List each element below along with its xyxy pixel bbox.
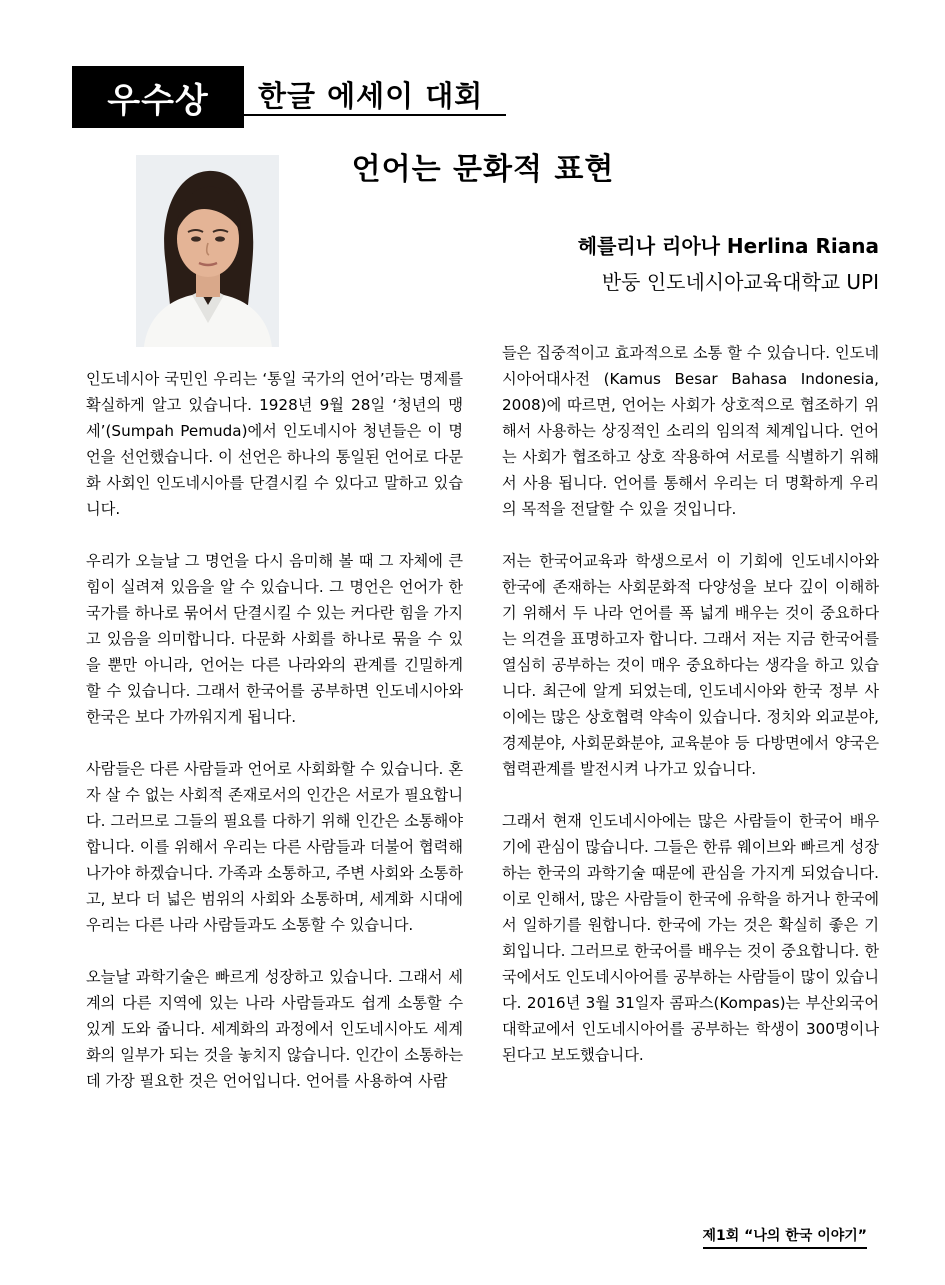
paragraph: 우리가 오늘날 그 명언을 다시 음미해 볼 때 그 자체에 큰 힘이 실려져 있음을 알 수 있습니다. 그 명언은 언어가 한 국가를 하나로 묶어서 단결시킬 수 있는 커다란 힘을 가지고 있음을 의미합니다. 다문화 사회를 하나로 묶을 수 있을 뿐만 아니라, 언어는 다른 나라와의 관계를 긴밀하게 할 수 있습니다. 그래서 한국어를 공부하면 인도네시아와 한국은 보다 가까워지게 됩니다. — [86, 552, 463, 726]
paragraph: 오늘날 과학기술은 빠르게 성장하고 있습니다. 그래서 세계의 다른 지역에 있는 나라 사람들과도 쉽게 소통할 수 있게 도와 줍니다. 세계화의 과정에서 인도네시아도 세계화의 일부가 되는 것을 놓치지 않습니다. 인간이 소통하는 데 가장 필요한 것은 언어입니다. 언어를 사용하여 사람 — [86, 968, 463, 1090]
author-photo — [136, 155, 279, 347]
paragraph: 저는 한국어교육과 학생으로서 이 기회에 인도네시아와 한국에 존재하는 사회문화적 다양성을 보다 깊이 이해하기 위해서 두 나라 언어를 폭 넓게 배우는 것이 중요하다는 의견을 표명하고자 합니다. 그래서 저는 지금 한국어를 열심히 공부하는 것이 매우 중요하다는 생각을 하고 있습니다. 최근에 알게 되었는데, 인도네시아와 한국 정부 사이에는 많은 상호협력 약속이 있습니다. 정치와 외교분야, 경제분야, 사회문화분야, 교육분야 등 다방면에서 양국은 협력관계를 발전시켜 나가고 있습니다. — [502, 552, 879, 778]
contest-title: 한글 에세이 대회 — [258, 79, 484, 113]
essay-title: 언어는 문화적 표현 — [351, 152, 615, 187]
title-underline — [244, 114, 506, 116]
right-column — [502, 340, 879, 1094]
author-photo-graphic — [136, 155, 279, 347]
award-label: 우수상 — [107, 80, 209, 121]
author-affiliation: 반둥 인도네시아교육대학교 UPI — [601, 270, 879, 294]
author-name: 헤를리나 리아나 Herlina Riana — [577, 234, 879, 258]
paragraph: 그래서 현재 인도네시아에는 많은 사람들이 한국어 배우기에 관심이 많습니다. 그들은 한류 웨이브와 빠르게 성장하는 한국의 과학기술 때문에 관심을 가지게 되었습니다. 이로 인해서, 많은 사람들이 한국에 유학을 하거나 한국에서 일하기를 원합니다. 한국에 가는 것은 확실히 좋은 기회입니다. 그러므로 한국어를 배우는 것이 중요합니다. 한국에서도 인도네시아어를 공부하는 사람들이 많이 있습니다. 2016년 3월 31일자 콤파스(Kompas)는 부산외국어대학교에서 인도네시아어를 공부하는 학생이 300명이나 된다고 보도했습니다. — [502, 812, 879, 1064]
page-footer: 제1회 “나의 한국 이야기” — [703, 1226, 867, 1249]
left-column — [86, 366, 463, 1120]
paragraph: 들은 집중적이고 효과적으로 소통 할 수 있습니다. 인도네시아어대사전 (Kamus Besar Bahasa Indonesia, 2008)에 따르면, 언어는 사회가 상호적으로 협조하기 위해서 사용하는 상징적인 소리의 임의적 체계입니다. 언어는 사회가 협조하고 상호 작용하여 서로를 식별하기 위해서 사용 됩니다. 언어를 통해서 우리는 더 명확하게 우리의 목적을 전달할 수 있을 것입니다. — [502, 344, 879, 518]
award-badge — [72, 66, 244, 128]
paragraph: 사람들은 다른 사람들과 언어로 사회화할 수 있습니다. 혼자 살 수 없는 사회적 존재로서의 인간은 서로가 필요합니다. 그러므로 그들의 필요를 다하기 위해 인간은 소통해야 합니다. 이를 위해서 우리는 다른 사람들과 더불어 협력해 나가야 하겠습니다. 가족과 소통하고, 주변 사회와 소통하고, 보다 더 넓은 범위의 사회와 소통하며, 세계화 시대에 우리는 다른 나라 사람들과도 소통할 수 있습니다. — [86, 760, 463, 934]
paragraph: 인도네시아 국민인 우리는 ‘통일 국가의 언어’라는 명제를 확실하게 알고 있습니다. 1928년 9월 28일 ‘청년의 맹세’(Sumpah Pemuda)에서 인도네시아 청년들은 이 명언을 선언했습니다. 이 선언은 하나의 통일된 언어로 다문화 사회인 인도네시아를 단결시킬 수 있다고 말하고 있습니다. — [86, 370, 463, 518]
